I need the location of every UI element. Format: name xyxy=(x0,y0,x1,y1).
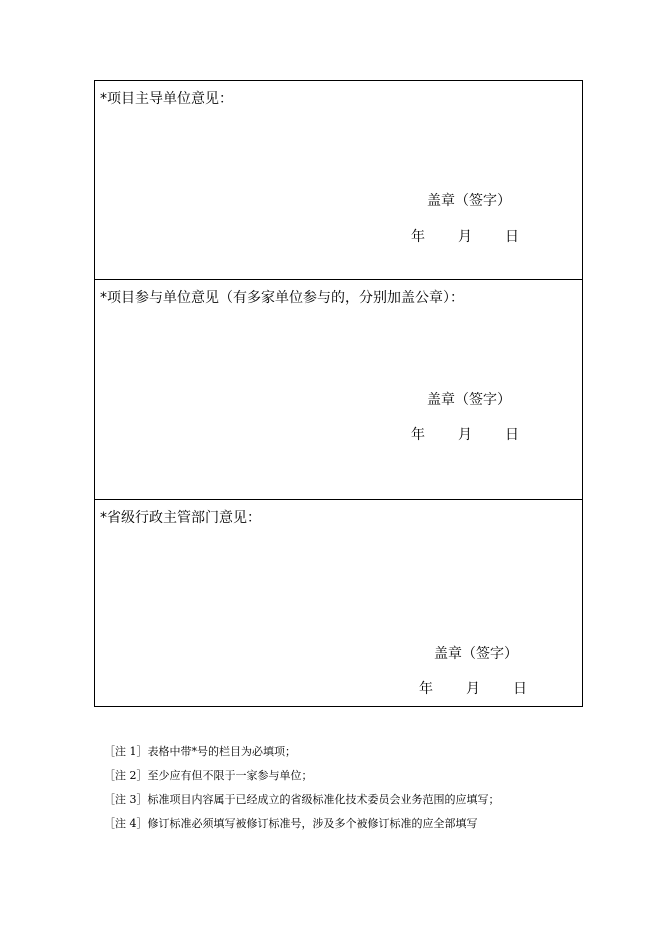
day-label: 日 xyxy=(505,229,519,245)
day-label: 日 xyxy=(513,681,527,697)
year-label: 年 xyxy=(419,681,433,697)
month-label: 月 xyxy=(458,229,472,245)
footnote-1: ［注 1］表格中带*号的栏目为必填项； xyxy=(104,745,296,758)
footnotes xyxy=(104,740,500,836)
stamp-signature-label: 盖章（签字） xyxy=(427,193,511,209)
lead-unit-opinion-section xyxy=(95,81,582,279)
section-title: *项目参与单位意见（有多家单位参与的，分别加盖公章）： xyxy=(100,290,464,306)
stamp-signature-label: 盖章（签字） xyxy=(427,392,511,408)
section-title: *项目主导单位意见： xyxy=(100,91,233,107)
section-title: *省级行政主管部门意见： xyxy=(100,510,261,526)
footnote-2: ［注 2］至少应有但不限于一家参与单位； xyxy=(104,769,313,782)
footnote-4: ［注 4］修订标准必须填写被修订标准号，涉及多个被修订标准的应全部填写 xyxy=(104,817,478,830)
year-label: 年 xyxy=(411,229,425,245)
footnote-3: ［注 3］标准项目内容属于已经成立的省级标准化技术委员会业务范围的应填写； xyxy=(104,793,500,806)
month-label: 月 xyxy=(466,681,480,697)
provincial-authority-opinion-section xyxy=(95,499,582,706)
stamp-signature-label: 盖章（签字） xyxy=(434,646,518,662)
day-label: 日 xyxy=(505,427,519,443)
month-label: 月 xyxy=(458,427,472,443)
year-label: 年 xyxy=(411,427,425,443)
opinion-form-table xyxy=(94,80,583,707)
participating-unit-opinion-section xyxy=(95,279,582,499)
